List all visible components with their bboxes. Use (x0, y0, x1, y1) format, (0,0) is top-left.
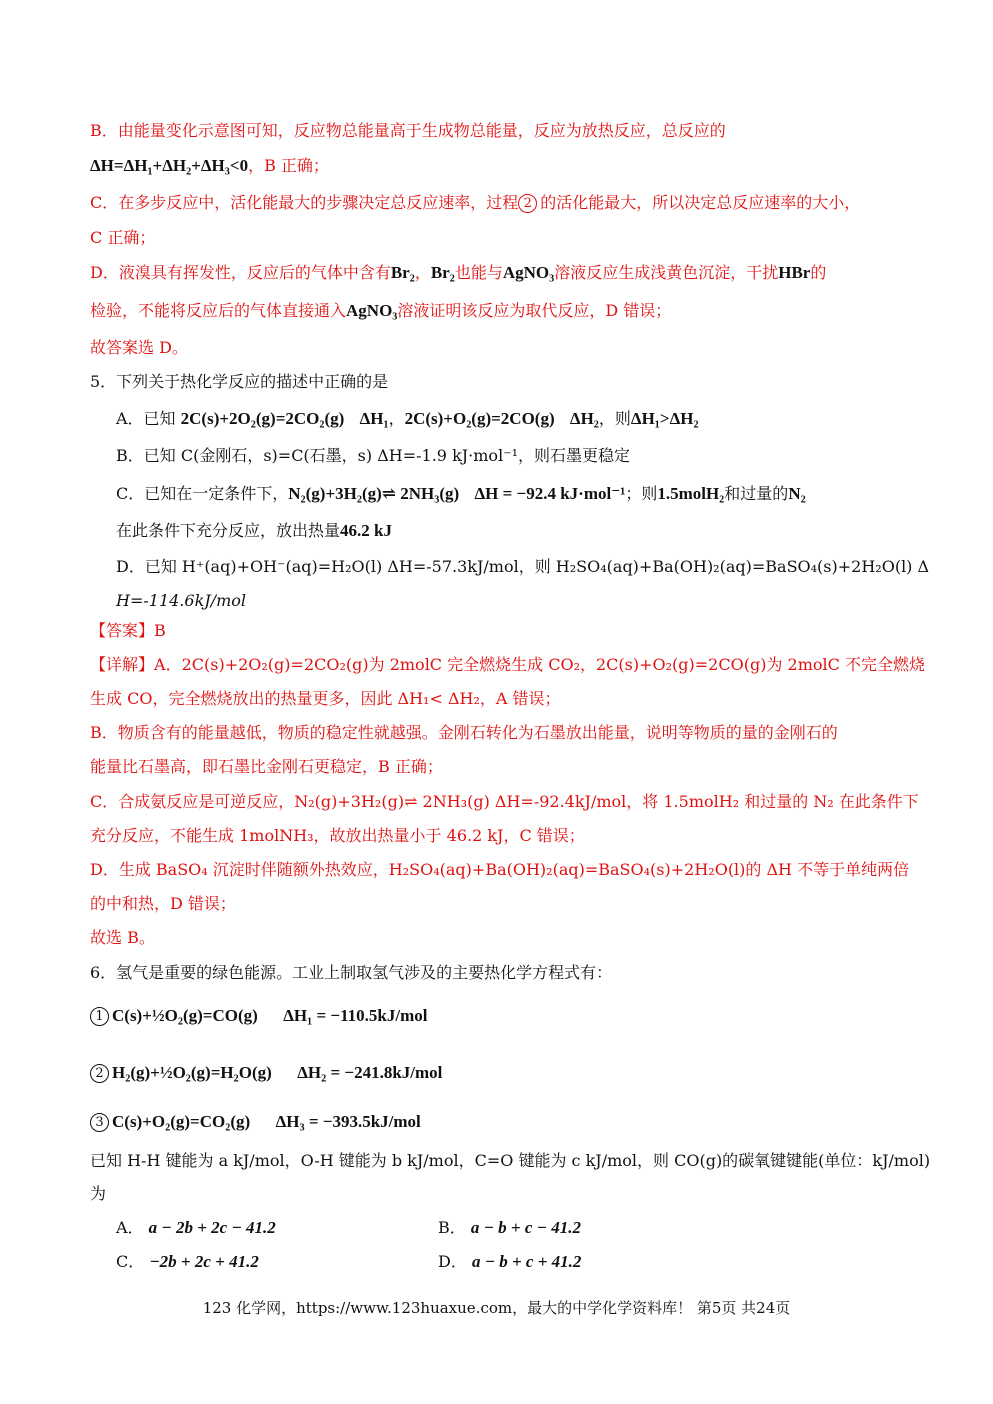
equation-1: 1 C(s)+½O₂(g)=CO(g) ΔH₁ = −110.5kJ/mol (90, 1004, 427, 1028)
question-5-stem: 5．下列关于热化学反应的描述中正确的是 (90, 372, 389, 391)
explanation-b-line2: ΔH=ΔH₁+ΔH₂+ΔH₃<0，B 正确； (90, 156, 329, 175)
explanation-b-line1: B．由能量变化示意图可知，反应物总能量高于生成物总能量，反应为放热反应，总反应的 (90, 121, 726, 140)
answer-line: 【答案】B (90, 621, 166, 640)
explanation-d-line2: 检验，不能将反应后的气体直接通入AgNO₃溶液证明该反应为取代反应，D 错误； (90, 301, 672, 320)
detail-b-line2: 能量比石墨高，即石墨比金刚石更稳定，B 正确； (90, 757, 443, 776)
question-6-given-line2: 为 (90, 1184, 107, 1203)
detail-a-line2: 生成 CO，完全燃烧放出的热量更多，因此 ΔH₁< ΔH₂，A 错误； (90, 689, 561, 708)
explanation-c-line2: C 正确； (90, 228, 156, 247)
question-6-option-a: A． a − 2b + 2c − 41.2 (116, 1218, 276, 1237)
question-6-option-b: B． a − b + c − 41.2 (438, 1218, 581, 1237)
page-footer: 123 化学网，https://www.123huaxue.com，最大的中学化学资料库！ 第5页 共24页 (202, 1299, 791, 1317)
circled-number-2-icon: 2 (518, 194, 537, 213)
detail-d-line2: 的中和热，D 错误； (90, 894, 236, 913)
question-5-option-a: A．已知 2C(s)+2O₂(g)=2CO₂(g) ΔH₁，2C(s)+O₂(g)=2CO(g) ΔH₂，则ΔH₁>ΔH₂ (116, 409, 699, 428)
detail-a-line1: 【详解】A．2C(s)+2O₂(g)=2CO₂(g)为 2molC 完全燃烧生成 CO₂，2C(s)+O₂(g)=2CO(g)为 2molC 不完全燃烧 (90, 655, 925, 674)
explanation-d-line1: D．液溴具有挥发性，反应后的气体中含有Br₂，Br₂也能与AgNO₃溶液反应生成浅黄色沉淀，干扰HBr的 (90, 263, 827, 282)
question-5-option-c-line2: 在此条件下充分反应，放出热量46.2 kJ (116, 521, 392, 540)
question-5-option-d-line2: H=-114.6kJ/mol (116, 591, 246, 610)
detail-c-line2: 充分反应，不能生成 1molNH₃，故放出热量小于 46.2 kJ，C 错误； (90, 826, 585, 845)
equation-3: 3 C(s)+O₂(g)=CO₂(g) ΔH₃ = −393.5kJ/mol (90, 1110, 421, 1134)
question-6-option-c: C． −2b + 2c + 41.2 (116, 1252, 259, 1271)
delta-h-formula: ΔH=ΔH₁+ΔH₂+ΔH₃<0 (90, 156, 249, 175)
detail-conclusion: 故选 B。 (90, 928, 155, 947)
question-6-given-line1: 已知 H-H 键能为 a kJ/mol，O-H 键能为 b kJ/mol，C=O 键能为 c kJ/mol，则 CO(g)的碳氧键键能(单位：kJ/mol) (90, 1151, 931, 1170)
detail-c-line1: C．合成氨反应是可逆反应，N₂(g)+3H₂(g)⇌ 2NH₃(g) ΔH=-92.4kJ/mol，将 1.5molH₂ 和过量的 N₂ 在此条件下 (90, 792, 919, 811)
question-5-option-c-line1: C．已知在一定条件下，N₂(g)+3H₂(g)⇌ 2NH₃(g) ΔH = −92.4 kJ·mol⁻¹；则1.5molH₂和过量的N₂ (116, 484, 806, 503)
explanation-c-line1: C．在多步反应中，活化能最大的步骤决定总反应速率，过程 2 的活化能最大，所以决定总反应速率的大小， (90, 193, 861, 212)
circled-number-2-icon: 2 (90, 1064, 109, 1083)
question-6-stem: 6．氢气是重要的绿色能源。工业上制取氢气涉及的主要热化学方程式有： (90, 963, 613, 982)
question-5-option-b: B．已知 C(金刚石，s)=C(石墨，s) ΔH=-1.9 kJ·mol⁻¹，则石墨更稳定 (116, 446, 631, 465)
explanation-conclusion: 故答案选 D。 (90, 338, 188, 357)
equation-2: 2 H₂(g)+½O₂(g)=H₂O(g) ΔH₂ = −241.8kJ/mol (90, 1061, 442, 1085)
circled-number-3-icon: 3 (90, 1113, 109, 1132)
question-6-option-d: D． a − b + c + 41.2 (438, 1252, 582, 1271)
circled-number-1-icon: 1 (90, 1007, 109, 1026)
detail-d-line1: D．生成 BaSO₄ 沉淀时伴随额外热效应，H₂SO₄(aq)+Ba(OH)₂(aq)=BaSO₄(s)+2H₂O(l)的 ΔH 不等于单纯两倍 (90, 860, 910, 879)
detail-b-line1: B．物质含有的能量越低，物质的稳定性就越强。金刚石转化为石墨放出能量，说明等物质的量的金刚石的 (90, 723, 838, 742)
question-5-option-d-line1: D．已知 H⁺(aq)+OH⁻(aq)=H₂O(l) ΔH=-57.3kJ/mol，则 H₂SO₄(aq)+Ba(OH)₂(aq)=BaSO₄(s)+2H₂O(l) Δ (116, 557, 930, 576)
